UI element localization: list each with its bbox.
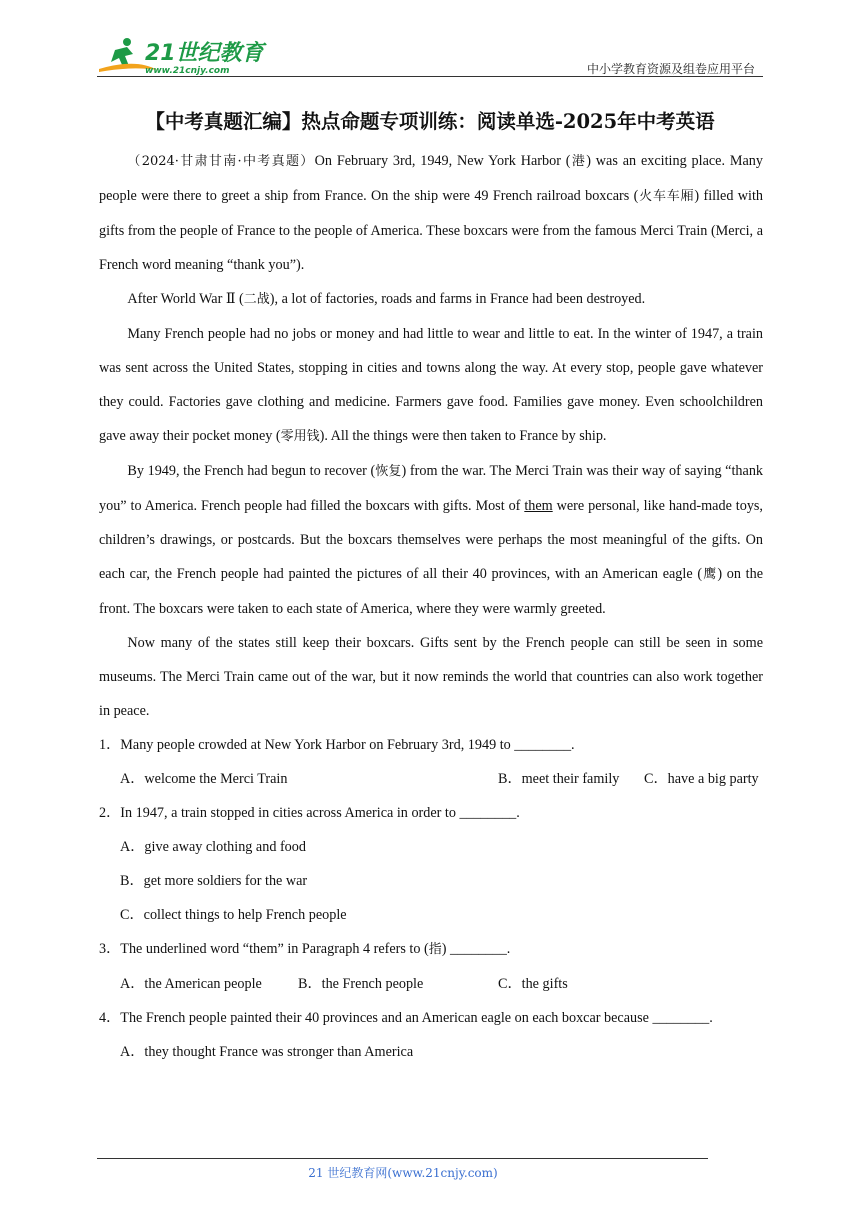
option-b[interactable]: B．get more soldiers for the war xyxy=(120,873,308,889)
question-1-stem: 1．Many people crowded at New York Harbor on February 3rd, 1949 to ________. xyxy=(99,737,575,753)
header-slogan: 中小学教育资源及组卷应用平台 xyxy=(586,62,755,76)
page-header xyxy=(97,36,763,78)
underlined-word: them xyxy=(524,498,553,514)
option-b[interactable]: B．the French people xyxy=(298,976,424,992)
paragraph-4: By 1949, the French had begun to recover (恢复) from the war. The Merci Train was their way of saying “thank you” to America. French people had filled the boxcars with gifts. Most of them were personal, like hand-made toys, children’s drawings, or postcards. But the boxcars themselves were perhaps the most meaningful of the gifts. On each car, the French people had painted the pictures of all their 40 provinces, with an American eagle (鹰) on the front. The boxcars were taken to each state of America, where they were warmly greeted. xyxy=(99,463,764,617)
page-title: 【中考真题汇编】热点命题专项训练：阅读单选-2025年中考英语 xyxy=(145,110,715,133)
question-source: （2024·甘肃甘南·中考真题） xyxy=(127,154,315,169)
option-a[interactable]: A．welcome the Merci Train xyxy=(120,771,288,787)
option-a[interactable]: A．the American people xyxy=(120,976,262,992)
header-divider xyxy=(97,76,763,77)
option-a[interactable]: A．give away clothing and food xyxy=(120,839,306,855)
option-c[interactable]: C．have a big party xyxy=(644,771,759,787)
document-body xyxy=(99,144,763,1069)
option-a[interactable]: A．they thought France was stronger than America xyxy=(120,1044,414,1060)
footer-divider xyxy=(97,1158,708,1159)
question-3-options xyxy=(99,967,763,1001)
option-c[interactable]: C．collect things to help French people xyxy=(120,907,347,923)
question-3-stem: 3．The underlined word “them” in Paragraph 4 refers to (指) ________. xyxy=(99,941,511,957)
paragraph-5: Now many of the states still keep their boxcars. Gifts sent by the French people can still be seen in some museums. The Merci Train came out of the war, but it now reminds the world that countries can also work together in peace. xyxy=(99,635,763,719)
option-b[interactable]: B．meet their family xyxy=(498,771,620,787)
option-c[interactable]: C．the gifts xyxy=(498,976,568,992)
question-1-options xyxy=(99,762,763,796)
question-4-stem: 4．The French people painted their 40 provinces and an American eagle on each boxcar because ________. xyxy=(99,1010,713,1026)
paragraph-3: Many French people had no jobs or money and had little to wear and little to eat. In the winter of 1947, a train was sent across the United States, stopping in cities and towns along the way. At every stop, people gave whatever they could. Factories gave clothing and medicine. Farmers gave food. Families gave money. Even schoolchildren gave away their pocket money (零用钱). All the things were then taken to France by ship. xyxy=(99,326,763,444)
paragraph-2: After World War Ⅱ (二战), a lot of factories, roads and farms in France had been destroyed. xyxy=(127,291,646,307)
question-2-stem: 2．In 1947, a train stopped in cities across America in order to ________. xyxy=(99,805,520,821)
footer-link[interactable]: 21 世纪教育网(www.21cnjy.com) xyxy=(308,1166,498,1180)
logo-url: www.21cnjy.com xyxy=(145,66,230,76)
logo-text: 21世纪教育 xyxy=(145,41,264,66)
paragraph-1: （2024·甘肃甘南·中考真题）On February 3rd, 1949, New York Harbor (港) was an exciting place. Many people were there to greet a ship from France. On the ship were 49 French railroad boxcars (火车车厢) filled with gifts from the people of France to the people of America. These boxcars were from the famous Merci Train (Merci, a French word meaning “thank you”). xyxy=(99,153,763,273)
site-logo xyxy=(97,36,267,76)
